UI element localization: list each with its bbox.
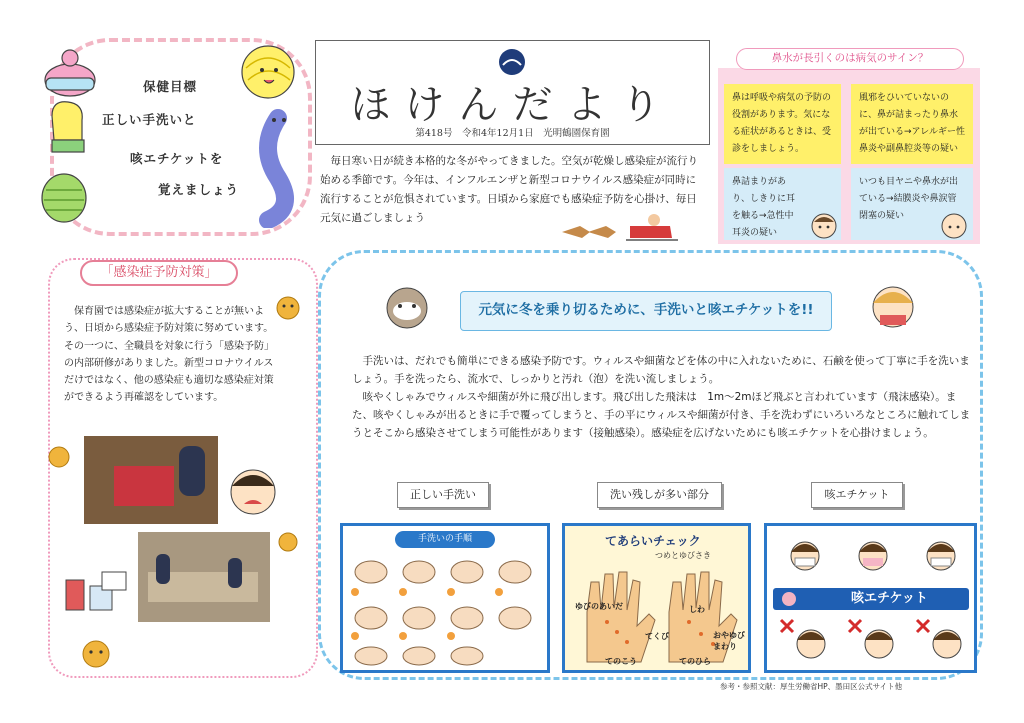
worm-character-icon bbox=[248, 108, 310, 228]
nose-cell-conjunctivitis: いつも目ヤニや鼻水が出ている→結膜炎や鼻涙管閉塞の疑い bbox=[851, 168, 973, 240]
santa-sleigh-icon bbox=[560, 212, 682, 246]
intro-paragraph: 毎日寒い日が続き本格的な冬がやってきました。空気が乾燥し感染症が流行り始める季節です。今年は、インフルエンザと新型コロナウイルス感染症が同時に流行することが危惧されています。日頃から家庭でも感染症予防を心掛け、毎日元気に過ごしましょう bbox=[320, 155, 698, 224]
handwash-slogan: 元気に冬を乗り切るために、手洗いと咳エチケットを!! bbox=[460, 291, 832, 331]
raccoon-character-icon bbox=[376, 278, 438, 340]
health-goal-line-3: 覚えましょう bbox=[158, 182, 240, 197]
knit-hat-icon bbox=[40, 40, 100, 98]
missed-areas-between: ゆびのあいだ bbox=[575, 602, 623, 611]
missed-areas-back: てのこう bbox=[605, 657, 637, 666]
references: 参考・参照文献：厚生労働省HP、墨田区公式サイト他 bbox=[720, 682, 903, 691]
prevention-body: 保育園では感染症が拡大することが無いよう、日頃から感染症予防対策に努めています。その一つに、全職員を対象に行う「感染予防」の内部研修がありました。新型コロナウイルスだけではなく、他の感染症も適切な感染症対策ができるよう再確認をしています。 bbox=[64, 306, 274, 404]
health-goal-title: 保健目標 bbox=[143, 79, 198, 94]
label-cough-etiquette: 咳エチケット bbox=[811, 482, 903, 508]
missed-areas-wrist: てくび bbox=[645, 632, 669, 641]
virus-icon bbox=[270, 290, 306, 326]
label-correct-handwash: 正しい手洗い bbox=[397, 482, 489, 508]
missed-areas-thumb: おやゆび まわり bbox=[713, 631, 745, 651]
missed-areas-panel bbox=[562, 523, 751, 673]
child-face-icon bbox=[810, 212, 838, 240]
handwash-steps-illustration bbox=[349, 552, 543, 668]
sick-child-icon bbox=[222, 456, 284, 520]
nose-cell-otitis: 鼻詰まりがあり、しきりに耳を触る→急性中耳炎の疑い bbox=[724, 168, 841, 240]
mitten-icon bbox=[44, 98, 92, 158]
missed-areas-palm: てのひら bbox=[679, 657, 711, 666]
runny-nose-title: 鼻水が長引くのは病気のサイン？ bbox=[736, 48, 964, 70]
germ-warning-icon bbox=[779, 590, 839, 608]
handwash-steps-panel bbox=[340, 523, 550, 673]
label-missed-areas: 洗い残しが多い部分 bbox=[597, 482, 722, 508]
training-photo-2 bbox=[138, 532, 270, 622]
prevention-title: 「感染症予防対策」 bbox=[80, 260, 238, 286]
virus-icon-4 bbox=[274, 528, 302, 556]
issue-info: 第418号 令和4年12月1日 光明鶴園保育園 bbox=[415, 128, 610, 139]
sneezing-child-icon bbox=[864, 275, 922, 337]
newsletter-title: ほけんだより bbox=[350, 82, 675, 128]
cough-etiquette-banner bbox=[773, 588, 969, 610]
newsletter-title-box bbox=[315, 40, 710, 145]
virus-icon-2 bbox=[42, 440, 76, 474]
main-body bbox=[352, 352, 977, 442]
cough-etiquette-banner-text: 咳エチケット bbox=[851, 591, 928, 606]
child-face-icon-2 bbox=[940, 212, 968, 240]
health-goal-line-1: 正しい手洗いと bbox=[102, 112, 197, 127]
missed-areas-nail: つめとゆびさき bbox=[655, 551, 711, 560]
cough-etiquette-good-illustration bbox=[775, 532, 971, 582]
nose-cell-advice: 鼻は呼吸や病気の予防の役割があります。気になる症状があるときは、受診をしましょう。 bbox=[724, 84, 841, 164]
missed-areas-wrinkle: しわ bbox=[689, 605, 705, 614]
missed-areas-title: てあらいチェック bbox=[605, 534, 701, 548]
yarn-ball-face-icon bbox=[236, 38, 302, 102]
hands-illustration bbox=[577, 562, 747, 672]
cough-paragraph: 咳やくしゃみでウィルスや細菌が外に飛び出します。飛び出した飛沫は 1m～2mほど飛ぶと言われています（飛沫感染）。また、咳やくしゃみが出るときに手で覆ってしまうと、手の平にウィルスや細菌が付き、手を洗わずにいろいろなところに触れてしまうとそこから感染させてしまう可能性があります（接触感染）。感染症を広げないためにも咳エチケットを心掛けましょう。 bbox=[352, 391, 971, 439]
nose-cell-allergy: 風邪をひいていないのに、鼻が詰まったり鼻水が出ている→アレルギー性鼻炎や副鼻腔炎等の疑い bbox=[851, 84, 973, 164]
cough-etiquette-bad-illustration bbox=[775, 616, 971, 670]
handwash-paragraph: 手洗いは、だれでも簡単にできる感染予防です。ウィルスや細菌などを体の中に入れないために、石鹸を使って丁寧に手を洗いましょう。手を洗ったら、流水で、しっかりと汚れ（泡）を洗い流しましょう。 bbox=[352, 355, 970, 385]
hygiene-supplies-icon bbox=[62, 566, 132, 616]
handwash-steps-title: 手洗いの手順 bbox=[395, 531, 495, 548]
health-goal-line-2: 咳エチケットを bbox=[130, 151, 224, 166]
training-photo-1 bbox=[84, 436, 218, 524]
cough-etiquette-panel bbox=[764, 523, 977, 673]
virus-icon-3 bbox=[76, 634, 116, 674]
green-hat-icon bbox=[38, 168, 90, 230]
